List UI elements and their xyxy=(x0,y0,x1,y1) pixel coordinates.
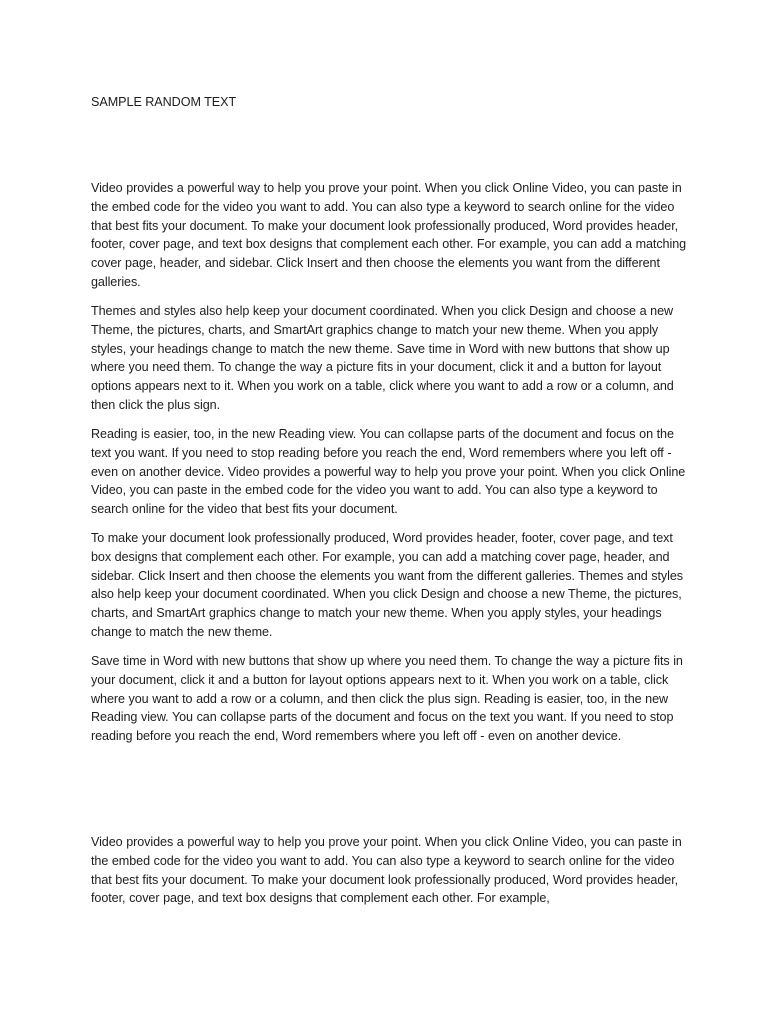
paragraph-6: Video provides a powerful way to help you prove your point. When you click Online Video, you can paste in the embed code for the video you want to add. You can also type a keyword to search online for the video that best fits your document. To make your document look professionally produced, Word provides header, footer, cover page, and text box designs that complement each other. For example, xyxy=(91,835,682,906)
paragraph-1: Video provides a powerful way to help you prove your point. When you click Online Video, you can paste in the embed code for the video you want to add. You can also type a keyword to search online for the video that best fits your document. To make your document look professionally produced, Word provides header, footer, cover page, and text box designs that complement each other. For example, you can add a matching cover page, header, and sidebar. Click Insert and then choose the elements you want from the different galleries. xyxy=(91,181,687,289)
paragraph-3: Reading is easier, too, in the new Reading view. You can collapse parts of the document and focus on the text you want. If you need to stop reading before you reach the end, Word remembers where you left off - even on another device. Video provides a powerful way to help you prove your point. When you click Online Video, you can paste in the embed code for the video you want to add. You can also type a keyword to search online for the video that best fits your document. xyxy=(91,427,686,517)
paragraph-4: To make your document look professionally produced, Word provides header, footer, cover page, and text box designs that complement each other. For example, you can add a matching cover page, header, and sidebar. Click Insert and then choose the elements you want from the different galleries. Themes and styles also help keep your document coordinated. When you click Design and choose a new Theme, the pictures, charts, and SmartArt graphics change to match your new theme. When you apply styles, your headings change to match the new theme. xyxy=(91,531,684,639)
paragraph-2: Themes and styles also help keep your document coordinated. When you click Design and choose a new Theme, the pictures, charts, and SmartArt graphics change to match your new theme. When you apply styles, your headings change to match the new theme. Save time in Word with new buttons that show up where you need them. To change the way a picture fits in your document, click it and a button for layout options appears next to it. When you work on a table, click where you want to add a row or a column, and then click the plus sign. xyxy=(91,304,674,412)
document-title: SAMPLE RANDOM TEXT xyxy=(91,95,237,109)
paragraph-5: Save time in Word with new buttons that show up where you need them. To change the way a picture fits in your document, click it and a button for layout options appears next to it. When you work on a table, click where you want to add a row or a column, and then click the plus sign. Reading is easier, too, in the new Reading view. You can collapse parts of the document and focus on the text you want. If you need to stop reading before you reach the end, Word remembers where you left off - even on another device. xyxy=(91,654,683,744)
